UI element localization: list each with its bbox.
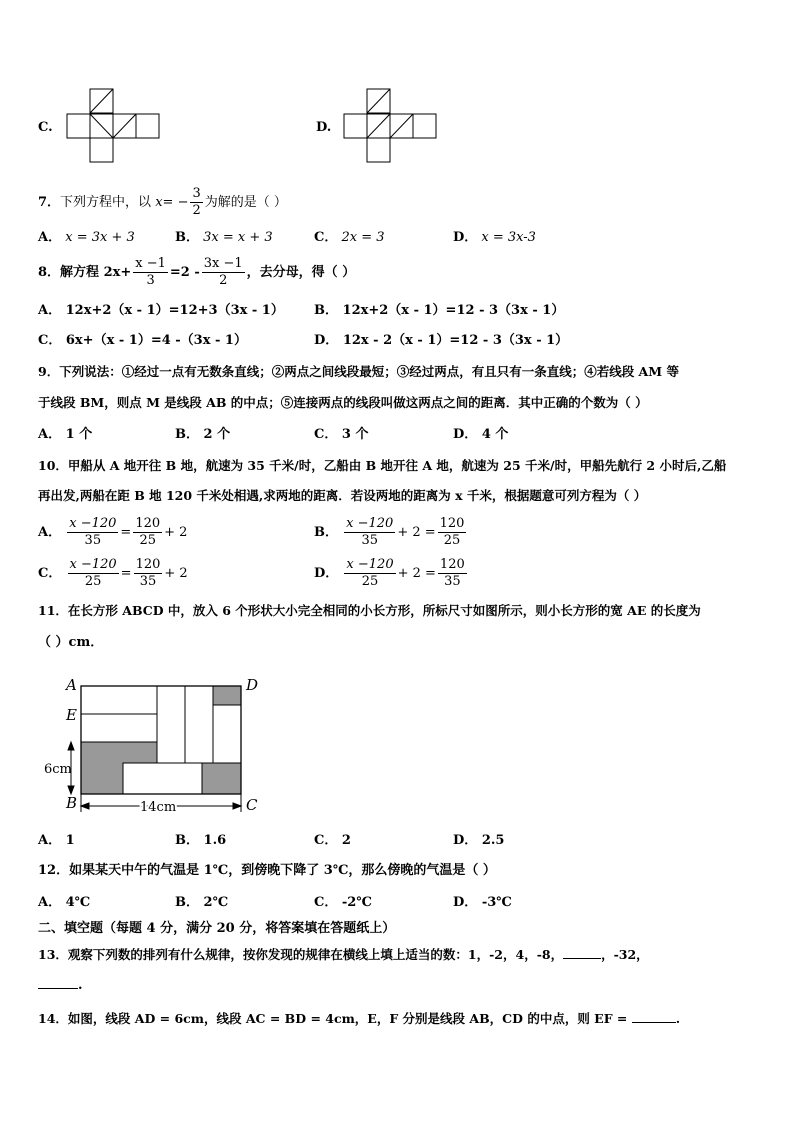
q12-stem: 12．如果某天中午的气温是 1℃，到傍晚下降了 3℃，那么傍晚的气温是（ ） xyxy=(38,863,496,878)
q12-option-d[interactable]: D． -3℃ xyxy=(453,895,512,910)
q7-option-c[interactable]: C． 2x = 3 xyxy=(314,230,385,245)
q9-option-c[interactable]: C． 3 个 xyxy=(314,427,369,442)
q11-option-b[interactable]: B． 1.6 xyxy=(175,833,227,848)
q10-line1: 10．甲船从 A 地开往 B 地，航速为 35 千米/时，乙船由 B 地开往 A 地，航速为 25 千米/时，甲船先航行 2 小时后,乙船 xyxy=(38,458,727,473)
q9-option-a[interactable]: A． 1 个 xyxy=(38,427,93,442)
q8-option-c[interactable]: C． 6x+（x - 1）=4 -（3x - 1） xyxy=(38,333,247,348)
small-rect-bottom-horizontal xyxy=(123,763,202,794)
q9-line2: 于线段 BM，则点 M 是线段 AB 的中点；⑤连接两点的线段叫做这两点之间的距离．其中正确的个数为（ ） xyxy=(38,395,648,410)
q12-option-a[interactable]: A． 4℃ xyxy=(38,895,91,910)
label-6cm: 6cm xyxy=(44,762,72,777)
q13-blank-2[interactable] xyxy=(38,988,78,989)
q10-option-d[interactable]: D． $\frac{x -120}{25}$ + 2 = $\frac{120}{35}$ xyxy=(314,557,465,589)
q14-blank[interactable] xyxy=(632,1022,676,1023)
option-c-label: C. xyxy=(38,120,53,135)
q8-stem: 8．解方程 2x+ $\frac{x -1}{3}$ =2 - $\frac{3x -1}{2}$ ，去分母，得（ ） xyxy=(38,256,356,288)
option-d-label: D. xyxy=(316,120,332,135)
q11-option-c[interactable]: C． 2 xyxy=(314,833,351,848)
q13-line2: . xyxy=(38,978,83,994)
q7-option-a[interactable]: A． x = 3x + 3 xyxy=(38,230,135,245)
q8-option-d[interactable]: D． 12x - 2（x - 1）=12 - 3（3x - 1） xyxy=(314,333,569,348)
q11-option-a[interactable]: A． 1 xyxy=(38,833,75,848)
label-b: B xyxy=(66,794,78,812)
q12-option-c[interactable]: C． -2℃ xyxy=(314,895,372,910)
q9-line1: 9．下列说法：①经过一点有无数条直线；②两点之间线段最短；③经过两点，有且只有一条直线；④若线段 AM 等 xyxy=(38,364,679,379)
q9-option-b[interactable]: B． 2 个 xyxy=(175,427,231,442)
q7-option-d[interactable]: D． x = 3x-3 xyxy=(453,230,536,245)
label-e: E xyxy=(66,706,77,724)
q8-option-b[interactable]: B． 12x+2（x - 1）=12 - 3（3x - 1） xyxy=(314,303,565,318)
q11-line2: （ ）cm． xyxy=(38,635,104,650)
cube-net-d xyxy=(343,88,443,164)
section-2-heading: 二、填空题（每题 4 分，满分 20 分，将答案填在答题纸上） xyxy=(38,921,396,936)
grey-region-top-right xyxy=(213,686,241,705)
cube-net-c xyxy=(66,88,164,164)
small-rect-right-vertical xyxy=(213,705,241,763)
q14-stem: 14．如图，线段 AD = 6cm，线段 AC = BD = 4cm，E，F 分别是线段 AB，CD 的中点，则 EF = . xyxy=(38,1011,681,1026)
q10-option-c[interactable]: C． $\frac{x -120}{25}$ = $\frac{120}{35}$ + 2 xyxy=(38,557,188,589)
q11-line1: 11．在长方形 ABCD 中，放入 6 个形状大小完全相同的小长方形，所标尺寸如图所示，则小长方形的宽 AE 的长度为 xyxy=(38,603,701,618)
q12-option-b[interactable]: B． 2℃ xyxy=(175,895,229,910)
q10-line2: 再出发,两船在距 B 地 120 千米处相遇,求两地的距离．若设两地的距离为 x 千米，根据题意可列方程为（ ） xyxy=(38,488,647,503)
q10-option-a[interactable]: A． $\frac{x -120}{35}$ = $\frac{120}{25}$ + 2 xyxy=(38,516,188,548)
label-a: A xyxy=(66,676,77,694)
q7-option-b[interactable]: B． 3x = x + 3 xyxy=(175,230,273,245)
label-c: C xyxy=(246,796,258,814)
q9-option-d[interactable]: D． 4 个 xyxy=(453,427,509,442)
grey-region-bottom-right xyxy=(202,763,241,794)
label-d: D xyxy=(246,676,259,694)
q7-stem: 7．下列方程中，以 x= − $\frac{3}{2}$ 为解的是（ ） xyxy=(38,186,287,218)
q8-option-a[interactable]: A． 12x+2（x - 1）=12+3（3x - 1） xyxy=(38,303,284,318)
q11-rectangle-figure xyxy=(40,672,270,820)
q11-option-d[interactable]: D． 2.5 xyxy=(453,833,505,848)
label-14cm: 14cm xyxy=(140,800,177,815)
q13-blank-1[interactable] xyxy=(563,958,601,959)
q13-stem: 13．观察下列数的排列有什么规律，按你发现的规律在横线上填上适当的数：1，-2，4，-8， ，-32， xyxy=(38,947,649,962)
q10-option-b[interactable]: B． $\frac{x -120}{35}$ + 2 = $\frac{120}{25}$ xyxy=(314,516,465,548)
